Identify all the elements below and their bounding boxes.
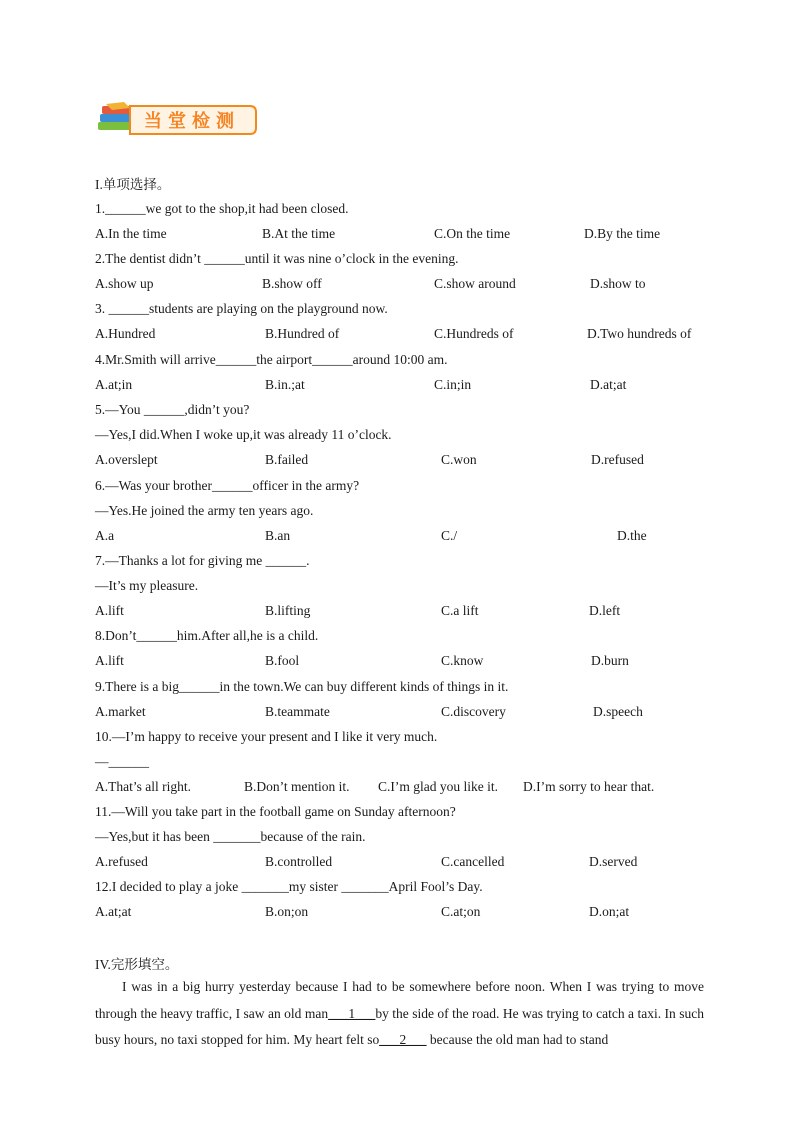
option-d[interactable]: D.burn (591, 653, 629, 668)
option-b[interactable]: B.controlled (265, 854, 333, 869)
question-stem: 4.Mr.Smith will arrive______the airport______around 10:00 am. (95, 352, 448, 367)
option-b[interactable]: B.Don’t mention it. (244, 779, 350, 794)
question-stem: 3. ______students are playing on the playground now. (95, 301, 388, 316)
option-d[interactable]: D.left (589, 603, 621, 618)
question-stem: 7.—Thanks a lot for giving me ______. (95, 553, 310, 568)
passage-text: I was in a big hurry yesterday because I had to be somewhere before noon. When I was trying to move through the heavy traffic, I saw an old man (95, 979, 704, 1021)
option-a[interactable]: A.at;at (95, 904, 132, 919)
question-dialogue-line: —Yes.He joined the army ten years ago. (95, 503, 314, 518)
option-c[interactable]: C.in;in (434, 377, 472, 392)
option-d[interactable]: D.show to (590, 276, 646, 291)
option-b[interactable]: B.show off (262, 276, 322, 291)
option-c[interactable]: C.won (441, 452, 477, 467)
cloze-blank-2[interactable]: ___2___ (379, 1032, 427, 1047)
question-stem: 1.______we got to the shop,it had been closed. (95, 201, 349, 216)
option-d[interactable]: D.at;at (590, 377, 627, 392)
cloze-passage (95, 974, 704, 1054)
question-dialogue-line: —Yes,I did.When I woke up,it was already 11 o’clock. (95, 427, 392, 442)
question-stem: 8.Don’t______him.After all,he is a child. (95, 628, 319, 643)
option-a[interactable]: A.at;in (95, 377, 133, 392)
option-b[interactable]: B.Hundred of (265, 326, 340, 341)
option-c[interactable]: C.cancelled (441, 854, 505, 869)
section-header-badge (96, 100, 260, 136)
option-a[interactable]: A.lift (95, 603, 124, 618)
option-b[interactable]: B.lifting (265, 603, 311, 618)
option-b[interactable]: B.an (265, 528, 291, 543)
books-icon (98, 102, 134, 130)
option-c[interactable]: C.a lift (441, 603, 479, 618)
option-c[interactable]: C.On the time (434, 226, 511, 241)
passage-text: by the side of the road. He was trying to catch a taxi. In such busy hours, no taxi stopped for him. My heart felt so (95, 1005, 704, 1047)
option-c[interactable]: C.at;on (441, 904, 481, 919)
option-a[interactable]: A.Hundred (95, 326, 156, 341)
option-d[interactable]: D.Two hundreds of (587, 326, 692, 341)
question-dialogue-line: —Yes,but it has been _______because of the rain. (95, 829, 366, 844)
option-c[interactable]: C.know (441, 653, 484, 668)
option-d[interactable]: D.By the time (584, 226, 661, 241)
question-stem: 2.The dentist didn’t ______until it was nine o’clock in the evening. (95, 251, 459, 266)
option-d[interactable]: D.refused (591, 452, 644, 467)
option-c[interactable]: C.I’m glad you like it. (378, 779, 498, 794)
option-c[interactable]: C.Hundreds of (434, 326, 514, 341)
question-stem: 5.—You ______,didn’t you? (95, 402, 250, 417)
option-c[interactable]: C.discovery (441, 704, 506, 719)
option-c[interactable]: C.show around (434, 276, 516, 291)
question-stem: 10.—I’m happy to receive your present and I like it very much. (95, 729, 438, 744)
option-a[interactable]: A.show up (95, 276, 154, 291)
option-d[interactable]: D.the (617, 528, 647, 543)
section-header-title: 当堂检测 (144, 111, 240, 132)
option-a[interactable]: A.refused (95, 854, 148, 869)
option-b[interactable]: B.teammate (265, 704, 330, 719)
option-d[interactable]: D.I’m sorry to hear that. (523, 779, 655, 794)
question-stem: 9.There is a big______in the town.We can buy different kinds of things in it. (95, 679, 509, 694)
option-b[interactable]: B.failed (265, 452, 309, 467)
option-d[interactable]: D.on;at (589, 904, 630, 919)
question-stem: 12.I decided to play a joke _______my sister _______April Fool’s Day. (95, 879, 483, 894)
option-a[interactable]: A.In the time (95, 226, 167, 241)
section-4-title: IV.完形填空。 (95, 957, 179, 972)
passage-text: because the old man had to stand (426, 1032, 609, 1047)
option-a[interactable]: A.overslept (95, 452, 158, 467)
option-b[interactable]: B.fool (265, 653, 300, 668)
option-a[interactable]: A.lift (95, 653, 124, 668)
question-dialogue-line: —______ (95, 754, 149, 769)
option-b[interactable]: B.At the time (262, 226, 336, 241)
option-d[interactable]: D.speech (593, 704, 643, 719)
cloze-blank-1[interactable]: ___1___ (328, 1005, 376, 1021)
question-stem: 6.—Was your brother______officer in the army? (95, 478, 360, 493)
option-b[interactable]: B.in.;at (265, 377, 305, 392)
option-b[interactable]: B.on;on (265, 904, 309, 919)
question-dialogue-line: —It’s my pleasure. (95, 578, 199, 593)
option-a[interactable]: A.That’s all right. (95, 779, 191, 794)
option-a[interactable]: A.market (95, 704, 146, 719)
option-d[interactable]: D.served (589, 854, 638, 869)
option-a[interactable]: A.a (95, 528, 115, 543)
question-stem: 11.—Will you take part in the football game on Sunday afternoon? (95, 804, 456, 819)
option-c[interactable]: C./ (441, 528, 458, 543)
section-1-title: I.单项选择。 (95, 177, 171, 192)
